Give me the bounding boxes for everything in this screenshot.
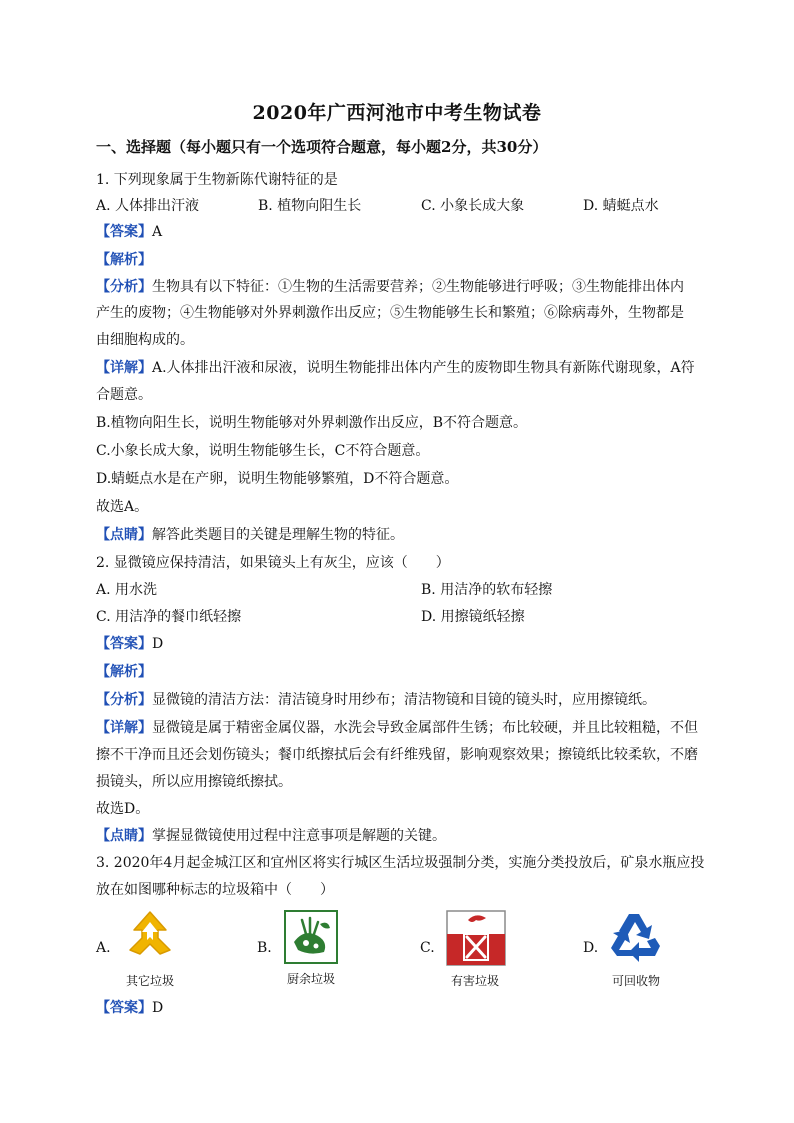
q1-option-b: B. 植物向阳生长 — [258, 198, 362, 214]
q1-option-d: D. 蜻蜓点水 — [583, 198, 659, 214]
answer-tag: 【答案】 — [96, 1000, 152, 1016]
fenxi-tag: 【分析】 — [96, 692, 152, 708]
q2-option-a: A. 用水洗 — [96, 582, 158, 598]
q2-fenxi-1 — [96, 690, 656, 710]
answer-tag: 【答案】 — [96, 224, 152, 240]
fenxi-tag: 【分析】 — [96, 279, 152, 295]
q2-option-b: B. 用洁净的软布轻擦 — [421, 582, 553, 598]
q1-fenxi-1 — [96, 277, 684, 297]
q3-option-a-letter: A. — [96, 940, 111, 956]
q1-detail-4: C.小象长成大象，说明生物能够生长，C不符合题意。 — [96, 443, 430, 459]
recyclable-icon — [605, 906, 667, 972]
q3-option-b-letter: B. — [257, 940, 272, 956]
answer-tag: 【答案】 — [96, 636, 152, 652]
answer-value: D — [152, 636, 164, 652]
q2-option-c: C. 用洁净的餐巾纸轻擦 — [96, 609, 242, 625]
comment-text: 解答此类题目的关键是理解生物的特征。 — [152, 527, 404, 543]
comment-tag: 【点睛】 — [96, 828, 152, 844]
q3-option-c-caption: 有害垃圾 — [450, 974, 499, 988]
fenxi-text: 显微镜的清洁方法：清洁镜身时用纱布；清洁物镜和目镜的镜头时，应用擦镜纸。 — [152, 692, 656, 708]
q2-choose: 故选D。 — [96, 801, 150, 817]
fenxi-text: 生物具有以下特征：①生物的生活需要营养；②生物能够进行呼吸；③生物能排出体内 — [152, 279, 684, 295]
kitchen-waste-icon — [284, 910, 338, 968]
q1-fenxi-2: 产生的废物；④生物能够对外界刺激作出反应；⑤生物能够生长和繁殖；⑥除病毒外，生物都是 — [96, 305, 684, 321]
q2-detail-2: 擦不干净而且还会划伤镜头；餐巾纸擦拭后会有纤维残留，影响观察效果；擦镜纸比较柔软，不磨 — [96, 747, 698, 763]
q1-detail-1 — [96, 358, 695, 378]
comment-text: 掌握显微镜使用过程中注意事项是解题的关键。 — [152, 828, 446, 844]
q1-detail-2: 合题意。 — [96, 387, 152, 403]
q1-analysis — [96, 250, 152, 270]
q3-option-d-letter: D. — [583, 940, 599, 956]
q2-option-d: D. 用擦镜纸轻擦 — [421, 609, 525, 625]
q3-option-d-caption: 可回收物 — [611, 974, 660, 988]
q2-detail-3: 损镜头，所以应用擦镜纸擦拭。 — [96, 774, 292, 790]
q2-analysis — [96, 662, 152, 682]
q1-comment — [96, 525, 404, 545]
q2-comment — [96, 826, 446, 846]
detail-text: A.人体排出汗液和尿液，说明生物能排出体内产生的废物即生物具有新陈代谢现象，A符 — [152, 360, 695, 376]
q1-answer — [96, 222, 162, 242]
hazardous-waste-icon — [446, 910, 506, 970]
q3-stem-1: 3. 2020年4月起金城江区和宜州区将实行城区生活垃圾强制分类，实施分类投放后，矿泉水瓶应投 — [96, 855, 705, 871]
analysis-tag: 【解析】 — [96, 252, 152, 268]
answer-value: A — [152, 224, 163, 240]
q1-choose: 故选A。 — [96, 499, 149, 515]
comment-tag: 【点睛】 — [96, 527, 152, 543]
q1-fenxi-3: 由细胞构成的。 — [96, 332, 194, 348]
q3-stem-2: 放在如图哪种标志的垃圾箱中（ ） — [96, 882, 334, 898]
q3-option-a-caption: 其它垃圾 — [125, 974, 174, 988]
q2-answer — [96, 634, 163, 654]
page-title: 2020年广西河池市中考生物试卷 — [252, 102, 542, 124]
detail-text: 显微镜是属于精密金属仪器，水洗会导致金属部件生锈；布比较硬，并且比较粗糙，不但 — [152, 720, 698, 736]
q1-option-c: C. 小象长成大象 — [421, 198, 525, 214]
other-waste-icon — [120, 908, 180, 972]
detail-tag: 【详解】 — [96, 360, 152, 376]
answer-value: D — [152, 1000, 164, 1016]
q1-option-a: A. 人体排出汗液 — [96, 198, 200, 214]
analysis-tag: 【解析】 — [96, 664, 152, 680]
q1-detail-3: B.植物向阳生长，说明生物能够对外界刺激作出反应，B不符合题意。 — [96, 415, 528, 431]
q1-stem: 1. 下列现象属于生物新陈代谢特征的是 — [96, 172, 338, 188]
q3-answer — [96, 998, 163, 1018]
q3-option-b-caption: 厨余垃圾 — [286, 972, 335, 986]
section-heading: 一、选择题（每小题只有一个选项符合题意，每小题2分，共30分） — [96, 138, 548, 156]
q1-detail-5: D.蜻蜓点水是在产卵，说明生物能够繁殖，D不符合题意。 — [96, 471, 459, 487]
q3-option-c-letter: C. — [420, 940, 435, 956]
detail-tag: 【详解】 — [96, 720, 152, 736]
q2-stem: 2. 显微镜应保持清洁，如果镜头上有灰尘，应该（ ） — [96, 555, 450, 571]
q2-detail-1 — [96, 718, 698, 738]
